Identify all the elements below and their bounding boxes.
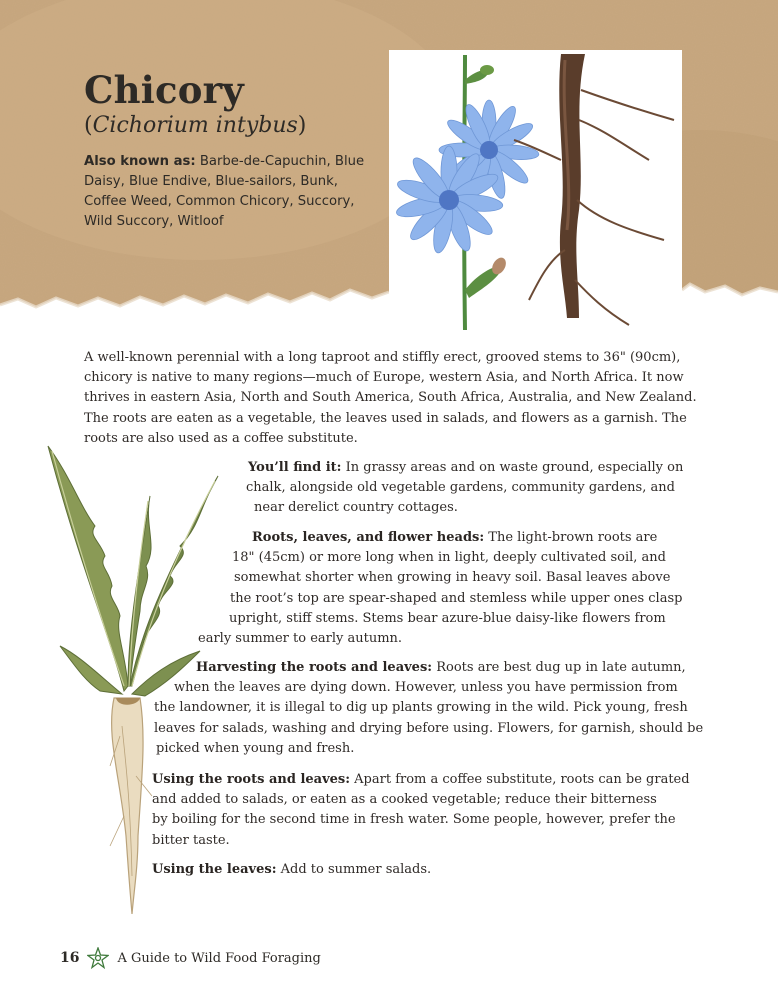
intro-line: The roots are eaten as a vegetable, the leaves used in salads, and flowers as a garnish. The: [84, 410, 687, 426]
roots-label: Roots, leaves, and flower heads:: [252, 530, 485, 545]
chicory-flower-root-photo: [389, 50, 682, 330]
aka-text: Barbe-de-Capuchin, Blue Daisy, Blue Endive, Blue-sailors, Bunk, Coffee Weed, Common Chicory, Succory, Wild Succory, Witloof: [84, 154, 365, 229]
aka-label: Also known as:: [84, 154, 196, 169]
harvest-section: Harvesting the roots and leaves: Roots are best dug up in late autumn, when the leaves are dying down. However, unless you have permission from the landowner, it is illegal to dig up plants growing in the wild. Pick young, fresh leaves for salads, washing and drying before using. Flowers, for garnish, should be picked when young and fresh.: [154, 660, 704, 756]
roots-section: Roots, leaves, and flower heads: The light-brown roots are 18" (45cm) or more long when in light, deeply cultivated soil, and somewhat shorter when growing in heavy soil. Basal leaves above the root’s top are spear-shaped and stemless while upper ones clasp upright, stiff stems. Stems bear azure-blue daisy-like flowers from early summer to early autumn.: [198, 530, 683, 647]
using-leaves-label: Using the leaves:: [152, 862, 277, 877]
page-number: 16: [60, 950, 80, 966]
using-roots-label: Using the roots and leaves:: [152, 772, 351, 787]
using-roots-section: Using the roots and leaves: Apart from a coffee substitute, roots can be grated and added to salads, or eaten as a cooked vegetable; reduce their bitterness by boiling for the second time in fresh water. Some people, however, prefer the bitter taste.: [152, 772, 690, 848]
using-leaves-section: Using the leaves: Add to summer salads.: [152, 862, 432, 877]
intro-paragraph: [84, 348, 724, 449]
intro-line: A well-known perennial with a long taproot and stiffly erect, grooved stems to 36" (90cm),: [84, 350, 681, 365]
book-title: A Guide to Wild Food Foraging: [117, 950, 321, 966]
find-label: You’ll find it:: [248, 460, 342, 475]
also-known-as: [84, 152, 374, 232]
page-title: Chicory: [84, 68, 245, 112]
intro-line: roots are also used as a coffee substitute.: [84, 430, 358, 446]
intro-line: chicory is native to many regions—much of Europe, western Asia, and North Africa. It now: [84, 370, 684, 386]
harvest-label: Harvesting the roots and leaves:: [196, 660, 433, 675]
star-flower-icon: [87, 947, 109, 969]
latin-name: (Cichorium intybus): [84, 113, 307, 138]
find-section: You’ll find it: In grassy areas and on waste ground, especially on chalk, alongside old vegetable gardens, community gardens, and near derelict country cottages.: [246, 460, 684, 516]
page-footer: [60, 946, 321, 970]
intro-line: thrives in eastern Asia, North and South America, South Africa, Australia, and New Zealand.: [84, 390, 697, 406]
